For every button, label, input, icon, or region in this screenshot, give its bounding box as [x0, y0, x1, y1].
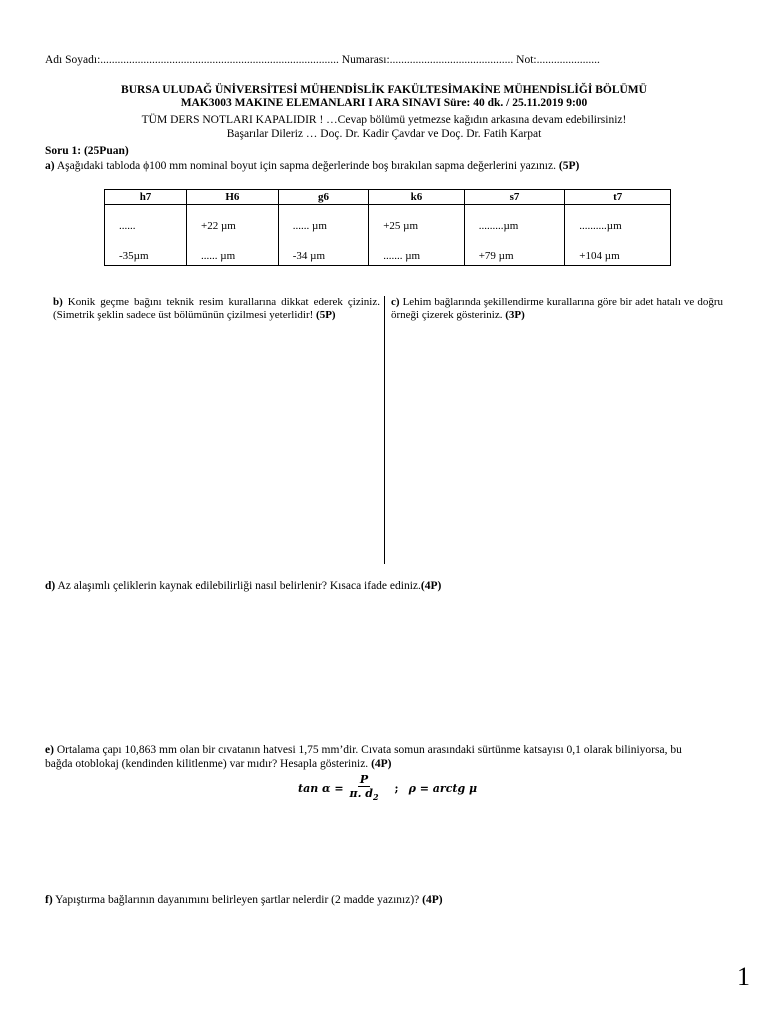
- tolerance-table: [104, 189, 671, 266]
- table-cell[interactable]: ..........µm: [565, 205, 671, 236]
- question-label: a): [45, 160, 55, 172]
- question-text: Yapıştırma bağlarının dayanımını belirleyen şartlar nelerdir (2 madde yazınız)?: [55, 894, 420, 906]
- exam-instructions: TÜM DERS NOTLARI KAPALIDIR ! …Cevap bölümü yetmezse kağıdın arkasına devam edebilirsiniz!: [141, 114, 627, 126]
- question-text: Az alaşımlı çeliklerin kaynak edilebilirliği nasıl belirlenir? Kısaca ifade ediniz.: [57, 580, 421, 592]
- student-info-row: [45, 54, 600, 67]
- table-cell[interactable]: ...... µm: [187, 236, 279, 266]
- question-1a: [45, 160, 579, 173]
- grade-field: Not:......................: [516, 54, 600, 66]
- formula-denominator: π. $d_2$: [349, 787, 379, 803]
- question-points: (5P): [316, 309, 336, 321]
- table-cell: -34 µm: [278, 236, 368, 266]
- table-header: g6: [278, 190, 368, 205]
- question-heading: Soru 1: (25Puan): [45, 145, 129, 157]
- formula-fraction: [348, 773, 381, 804]
- table-header: s7: [464, 190, 565, 205]
- question-text: Ortalama çapı 10,863 mm olan bir cıvatanın hatvesi 1,75 mm’dir. Cıvata somun arasındaki sürtünme katsayısı 0,1 olarak biliniyorsa, bu bağda otoblokaj (kendinden kilitlenme) var mıdır? Hesapla gösteriniz.: [45, 744, 682, 770]
- question-label: c): [391, 296, 400, 308]
- question-points: (4P): [420, 580, 442, 592]
- table-cell: +104 µm: [565, 236, 671, 266]
- university-title: BURSA ULUDAĞ ÜNİVERSİTESİ MÜHENDİSLİK FAKÜLTESİMAKİNE MÜHENDİSLİĞİ BÖLÜMÜ: [121, 84, 647, 96]
- table-cell: -35µm: [105, 236, 187, 266]
- table-cell[interactable]: ......: [105, 205, 187, 236]
- question-text: Konik geçme bağını teknik resim kurallarına dikkat ederek çiziniz. (Simetrik şeklin sadece üst bölümünün çizilmesi yeterlidir!: [53, 296, 380, 321]
- question-label: e): [45, 744, 54, 756]
- exam-title: MAK3003 MAKINE ELEMANLARI I ARA SINAVI Süre: 40 dk. / 25.11.2019 9:00: [180, 97, 588, 109]
- question-points: (4P): [371, 758, 392, 770]
- table-cell[interactable]: .........µm: [464, 205, 565, 236]
- table-cell: +22 µm: [187, 205, 279, 236]
- table-header: H6: [187, 190, 279, 205]
- formula: [298, 773, 477, 804]
- question-text: Lehim bağlarında şekillendirme kurallarına göre bir adet hatalı ve doğru örneği çizerek gösteriniz.: [391, 296, 724, 321]
- question-points: (5P): [558, 160, 580, 172]
- table-row: [105, 236, 671, 266]
- table-cell[interactable]: ....... µm: [369, 236, 465, 266]
- table-row: [105, 205, 671, 236]
- table-cell: +79 µm: [464, 236, 565, 266]
- page-number: 1: [737, 962, 750, 991]
- question-1c: [391, 296, 723, 322]
- table-header: t7: [565, 190, 671, 205]
- question-1b: [53, 296, 380, 322]
- question-points: (4P): [422, 894, 443, 906]
- number-field: Numarası:...........................................: [341, 54, 514, 66]
- table-header: k6: [369, 190, 465, 205]
- question-points: (3P): [505, 309, 525, 321]
- question-label: d): [45, 580, 56, 592]
- question-1e: [45, 743, 685, 771]
- exam-wishes: Başarılar Dileriz … Doç. Dr. Kadir Çavdar ve Doç. Dr. Fatih Karpat: [226, 128, 542, 140]
- formula-numerator: P: [359, 773, 369, 786]
- formula-lhs: tan α =: [298, 782, 344, 796]
- question-text: Aşağıdaki tabloda ϕ100 mm nominal boyut için sapma değerlerinde boş bırakılan sapma değerlerini yazınız.: [56, 160, 556, 172]
- question-1d: [45, 580, 441, 593]
- table-cell[interactable]: ...... µm: [278, 205, 368, 236]
- table-cell: +25 µm: [369, 205, 465, 236]
- formula-rhs: ρ = arctg μ: [408, 782, 478, 796]
- question-1f: [45, 894, 443, 907]
- column-divider: [384, 296, 385, 564]
- formula-separator: ;: [394, 782, 399, 796]
- question-label: f): [45, 894, 53, 906]
- question-label: b): [53, 296, 63, 308]
- name-field: Adı Soyadı:...................................................................................: [45, 54, 339, 66]
- table-header: h7: [105, 190, 187, 205]
